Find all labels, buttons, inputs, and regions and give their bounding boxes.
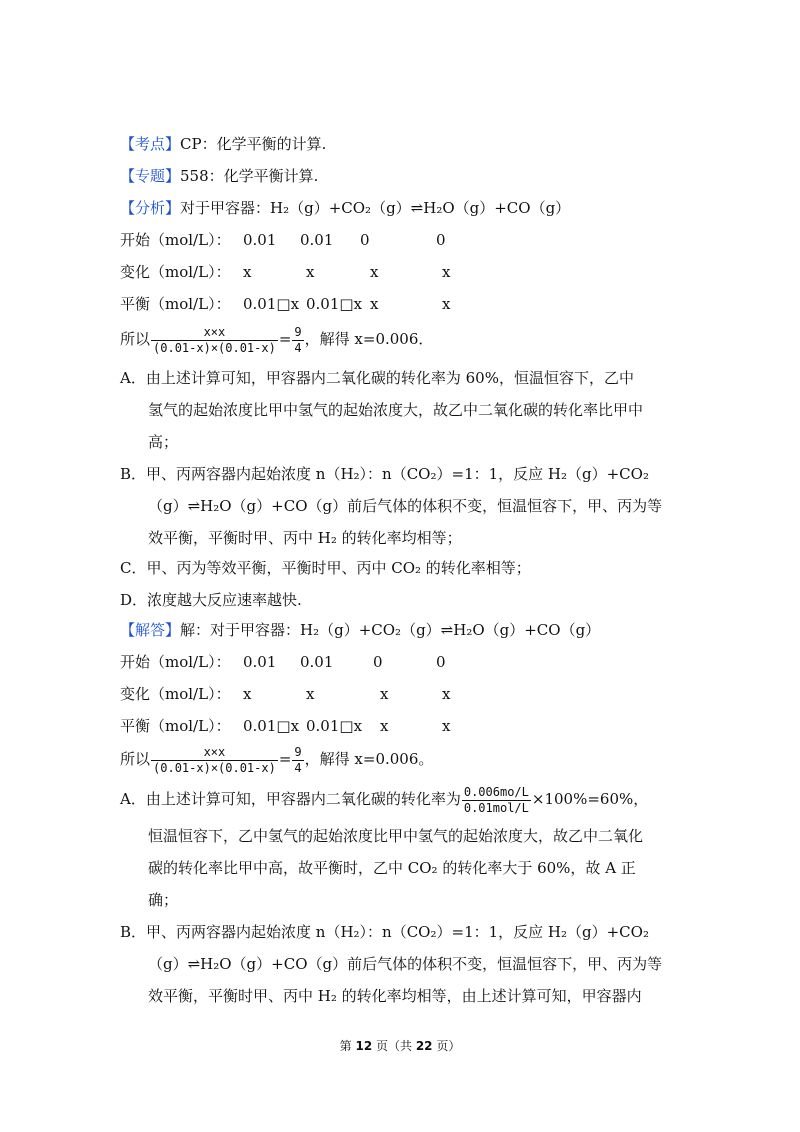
- jieda-result-line: [120, 742, 433, 776]
- jieda-option-a-line2: 恒温恒容下，乙中氢气的起始浓度比甲中氢气的起始浓度大，故乙中二氧化: [148, 827, 644, 845]
- fenxi-option-b-line3: 效平衡，平衡时甲、丙中 H₂ 的转化率均相等；: [148, 529, 462, 547]
- footer-middle: 页（共: [372, 1039, 416, 1053]
- fraction-denominator: (0.01-x)×(0.01-x): [153, 760, 276, 775]
- kaodian-text: CP：化学平衡的计算.: [180, 135, 327, 153]
- row-cell: 0: [436, 653, 446, 671]
- k-value-fraction: [292, 325, 303, 356]
- k-value-fraction: [292, 745, 303, 776]
- row-cell: x: [442, 295, 451, 313]
- k-expression-fraction: [151, 745, 278, 776]
- fenxi-option-c: C．甲、丙为等效平衡，平衡时甲、丙中 CO₂ 的转化率相等；: [120, 559, 531, 577]
- footer-prefix: 第: [339, 1039, 356, 1053]
- fraction-numerator: 9: [294, 744, 302, 759]
- row-cell: 0.01□x: [243, 717, 300, 735]
- row-cell: x: [442, 717, 451, 735]
- jieda-option-a-line3: 碳的转化率比甲中高，故平衡时，乙中 CO₂ 的转化率大于 60%，故 A 正: [148, 859, 636, 877]
- fenxi-option-a-line3: 高；: [148, 433, 179, 451]
- zhuanti-text: 558：化学平衡计算.: [180, 167, 319, 185]
- fenxi-option-b-line2: （g）⇌H₂O（g）+CO（g）前后气体的体积不变，恒温恒容下，甲、丙为等: [148, 497, 663, 515]
- jieda-equation: 解：对于甲容器：H₂（g）+CO₂（g）⇌H₂O（g）+CO（g）: [180, 621, 601, 639]
- fraction-denominator: 4: [294, 760, 302, 775]
- fenxi-option-d: D．浓度越大反应速率越快.: [120, 591, 302, 609]
- row-label: 开始（mol/L）：: [120, 231, 231, 249]
- kaodian-tag: 【考点】: [120, 135, 181, 153]
- row-cell: x: [306, 685, 315, 703]
- kaodian-line: [120, 134, 326, 154]
- fraction-denominator: 0.01mol/L: [463, 800, 529, 815]
- jieda-line: [120, 620, 600, 640]
- fraction-denominator: (0.01-x)×(0.01-x): [153, 340, 276, 355]
- row-cell: 0: [360, 231, 370, 249]
- row-cell: 0.01□x: [306, 295, 363, 313]
- jieda-option-a-line1: [120, 782, 648, 816]
- jieda-option-b-line1: B．甲、丙两容器内起始浓度 n（H₂）：n（CO₂）=1：1，反应 H₂（g）+CO₂: [120, 923, 649, 941]
- row-cell: x: [243, 263, 252, 281]
- fenxi-tag: 【分析】: [120, 199, 181, 217]
- zhuanti-line: [120, 166, 318, 186]
- row-cell: 0.01: [243, 653, 277, 671]
- row-cell: 0.01: [300, 231, 334, 249]
- row-cell: x: [370, 295, 379, 313]
- row-cell: 0.01: [300, 653, 334, 671]
- zhuanti-tag: 【专题】: [120, 167, 181, 185]
- result-text: ，解得 x=0.006．: [304, 330, 434, 348]
- fenxi-result-line: [120, 322, 433, 356]
- row-cell: 0: [373, 653, 383, 671]
- row-cell: 0.01□x: [243, 295, 300, 313]
- jieda-tag: 【解答】: [120, 621, 181, 639]
- fraction-numerator: x×x: [151, 745, 278, 761]
- fenxi-option-a-line2: 氢气的起始浓度比甲中氢气的起始浓度大，故乙中二氧化碳的转化率比甲中: [148, 401, 644, 419]
- option-a-result: ×100%=60%，: [531, 790, 649, 808]
- conversion-fraction: [462, 785, 531, 816]
- fenxi-option-a-line1: A．由上述计算可知，甲容器内二氧化碳的转化率为 60%，恒温恒容下，乙中: [120, 369, 634, 387]
- row-cell: x: [370, 263, 379, 281]
- page-footer: [0, 1037, 800, 1054]
- fenxi-line: [120, 198, 570, 218]
- jieda-option-b-line3: 效平衡，平衡时甲、丙中 H₂ 的转化率均相等，由上述计算可知，甲容器内: [148, 987, 642, 1005]
- fraction-numerator: 0.006mo/L: [463, 784, 529, 799]
- row-cell: x: [380, 685, 389, 703]
- fenxi-option-b-line1: B．甲、丙两容器内起始浓度 n（H₂）：n（CO₂）=1：1，反应 H₂（g）+CO₂: [120, 465, 649, 483]
- jieda-option-a-line4: 确；: [148, 891, 179, 909]
- row-cell: x: [380, 717, 389, 735]
- row-label: 变化（mol/L）：: [120, 263, 231, 281]
- row-cell: 0: [436, 231, 446, 249]
- option-a-text: A．由上述计算可知，甲容器内二氧化碳的转化率为: [120, 790, 461, 808]
- suoyi-label: 所以: [120, 330, 151, 348]
- row-cell: x: [306, 263, 315, 281]
- suoyi-label: 所以: [120, 750, 151, 768]
- page-number: 12: [355, 1039, 373, 1053]
- jieda-option-b-line2: （g）⇌H₂O（g）+CO（g）前后气体的体积不变，恒温恒容下，甲、丙为等: [148, 955, 663, 973]
- fraction-denominator: 4: [294, 340, 302, 355]
- fraction-numerator: x×x: [151, 325, 278, 341]
- row-cell: 0.01□x: [306, 717, 363, 735]
- equals-sign: =: [278, 750, 292, 768]
- fraction-numerator: 9: [294, 324, 302, 339]
- equals-sign: =: [278, 330, 292, 348]
- row-cell: x: [243, 685, 252, 703]
- row-label: 变化（mol/L）：: [120, 685, 231, 703]
- k-expression-fraction: [151, 325, 278, 356]
- row-label: 平衡（mol/L）：: [120, 717, 231, 735]
- row-label: 平衡（mol/L）：: [120, 295, 231, 313]
- row-label: 开始（mol/L）：: [120, 653, 231, 671]
- row-cell: x: [442, 263, 451, 281]
- page-total: 22: [415, 1039, 433, 1053]
- footer-suffix: 页）: [432, 1039, 461, 1053]
- result-text: ，解得 x=0.006。: [304, 750, 434, 768]
- row-cell: x: [442, 685, 451, 703]
- fenxi-equation: 对于甲容器：H₂（g）+CO₂（g）⇌H₂O（g）+CO（g）: [180, 199, 571, 217]
- row-cell: 0.01: [243, 231, 277, 249]
